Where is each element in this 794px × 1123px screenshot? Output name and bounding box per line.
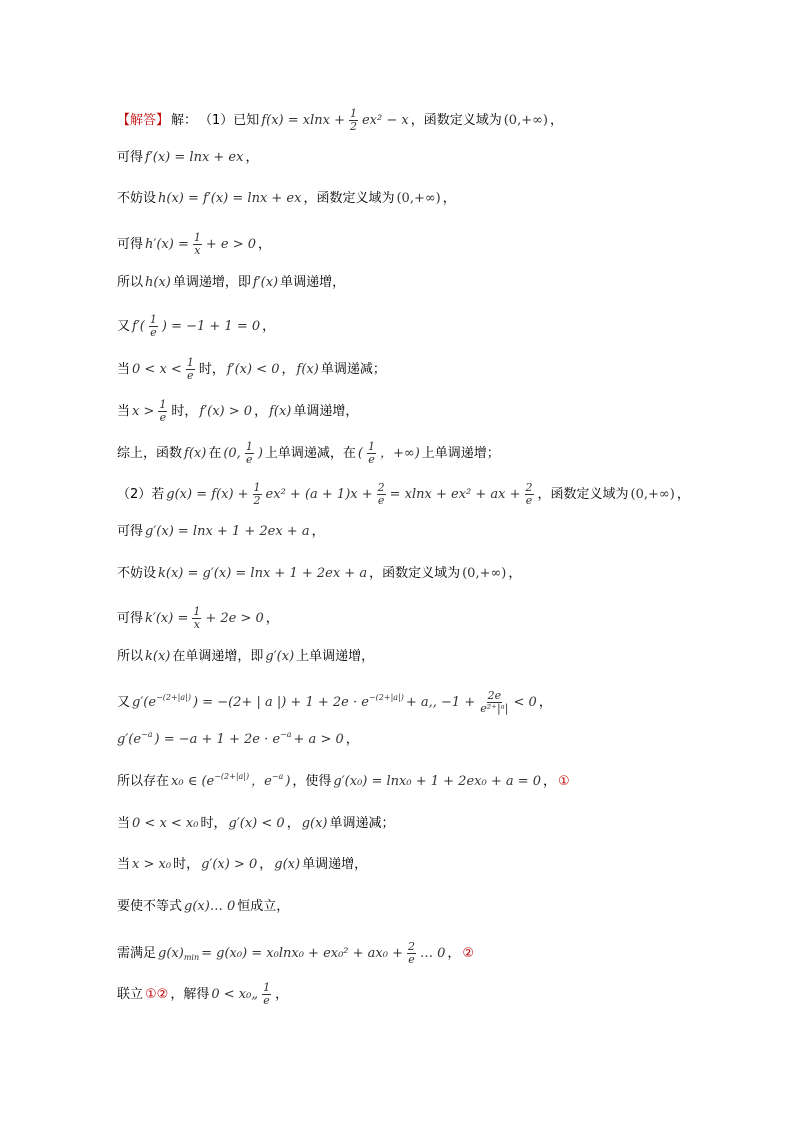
- math: f′(x): [252, 275, 279, 290]
- numerator: 1: [263, 981, 271, 994]
- text: 时，: [198, 361, 225, 377]
- math: ): [285, 774, 291, 789]
- denominator: e: [368, 453, 375, 466]
- text: 当: [117, 361, 131, 377]
- denominator: e: [263, 994, 270, 1007]
- math: h(x): [145, 275, 171, 290]
- line-15: [117, 690, 552, 715]
- math: [132, 692, 191, 711]
- math: (0,: [223, 445, 241, 461]
- math: [155, 732, 292, 748]
- denominator: e: [525, 494, 533, 507]
- circled-numbers: ①②: [145, 986, 169, 1002]
- fraction: [186, 357, 195, 382]
- numerator: 1: [245, 440, 253, 453]
- text: ，: [508, 566, 522, 581]
- math: ): [257, 445, 263, 461]
- math: h′(x) =: [145, 236, 189, 252]
- text: ，: [245, 150, 259, 165]
- math: f(x): [269, 403, 292, 419]
- numerator: 2e: [487, 689, 502, 702]
- text: 不妨设: [117, 191, 157, 206]
- line-21: [117, 941, 474, 966]
- line-19: [117, 857, 367, 873]
- text: ，函数定义域为: [369, 566, 461, 581]
- math: 0 < x₀„: [211, 986, 259, 1002]
- fraction: [479, 690, 509, 715]
- denominator: 2: [349, 120, 357, 133]
- math: [158, 946, 199, 962]
- numerator: 1: [193, 231, 201, 244]
- text: 时，: [173, 857, 200, 872]
- text: 上单调递增，: [296, 649, 375, 664]
- math: f′(x) < 0: [226, 361, 280, 377]
- math-base: g′(e: [117, 732, 142, 747]
- fraction: [158, 399, 167, 424]
- numerator: 1: [193, 605, 201, 618]
- text: ，: [286, 816, 300, 831]
- exponent: −(2+|a|): [156, 692, 191, 702]
- text: ，函数定义域为: [537, 486, 629, 502]
- text: ，使得: [292, 774, 332, 789]
- text: ，: [265, 610, 279, 626]
- text: 所以: [117, 649, 144, 664]
- text: ，: [345, 732, 359, 747]
- math: ex² − x: [361, 112, 409, 128]
- text: （2）若: [117, 486, 165, 502]
- fraction: [192, 606, 201, 631]
- math: k′(x) =: [145, 610, 189, 626]
- answer-label: 【解答】: [117, 112, 170, 128]
- text: ，: [447, 945, 461, 961]
- numerator: 1: [253, 481, 261, 494]
- circled-number-1: ①: [558, 774, 570, 789]
- math: … 0: [420, 945, 446, 961]
- text: 可得: [117, 150, 144, 165]
- text: ，: [676, 486, 690, 502]
- line-17: [117, 774, 570, 790]
- text: 单调递减；: [320, 361, 386, 377]
- text: 单调递增，: [293, 403, 359, 419]
- line-4: [117, 232, 271, 257]
- text: ，函数定义域为: [303, 191, 395, 206]
- text: ，: [259, 857, 273, 872]
- text: 又: [117, 318, 131, 334]
- math-base: ，e: [251, 774, 272, 789]
- line-16: [117, 732, 359, 748]
- denominator: e²⁺|ᵃ|: [480, 702, 509, 715]
- fraction: [245, 441, 254, 466]
- exponent: −(2+|a|): [368, 692, 404, 702]
- text: 上单调递增；: [421, 445, 500, 461]
- math: (: [357, 445, 363, 461]
- text: 单调递增，即: [172, 275, 251, 290]
- math: f′(x) > 0: [199, 403, 253, 419]
- math: 0 < x <: [132, 361, 182, 377]
- math: = g(x₀) = x₀lnx₀ + ex₀² + ax₀ +: [201, 945, 403, 961]
- line-22: [117, 982, 288, 1007]
- line-11: [117, 524, 325, 540]
- text: ，: [543, 774, 557, 789]
- math: (0,+∞): [630, 486, 675, 502]
- text: 可得: [117, 236, 144, 252]
- math: + 2e > 0: [205, 610, 264, 626]
- math: f′(: [132, 318, 145, 334]
- subscript: min: [183, 952, 200, 962]
- math: x >: [132, 403, 155, 419]
- text: 当: [117, 403, 131, 419]
- math: ex² + (a + 1)x +: [265, 486, 373, 502]
- math: x > x₀: [132, 857, 172, 872]
- text: 不妨设: [117, 566, 157, 581]
- text: 可得: [117, 610, 144, 626]
- text: ，: [538, 694, 552, 710]
- math: g(x)… 0: [184, 899, 236, 914]
- numerator: 1: [159, 398, 167, 411]
- math: + a,, −1 +: [405, 694, 476, 710]
- text: 时，: [200, 816, 227, 831]
- math: < 0: [513, 694, 537, 710]
- math: g(x) = f(x) +: [166, 486, 249, 502]
- line-12: [117, 566, 521, 582]
- denominator: e: [246, 453, 253, 466]
- numerator: 1: [367, 440, 375, 453]
- denominator: e: [150, 326, 157, 339]
- exponent: −a: [280, 730, 292, 739]
- line-8: [117, 399, 358, 424]
- line-6: [117, 314, 275, 339]
- text: 单调递减；: [329, 816, 395, 831]
- math-base: ) = −a + 1 + 2e · e: [154, 732, 281, 747]
- fraction: [149, 314, 158, 339]
- line-20: [117, 899, 289, 915]
- math: = xlnx + ex² + ax +: [389, 486, 521, 502]
- line-10: [117, 482, 690, 507]
- math: ，+∞): [379, 445, 420, 461]
- text: 所以: [117, 275, 144, 290]
- math-base: ) = −(2+ | a |) + 1 + 2e · e: [192, 694, 369, 710]
- text: ，: [262, 318, 276, 334]
- denominator: 2: [253, 494, 261, 507]
- fraction: [377, 482, 386, 507]
- text: ，: [311, 524, 325, 539]
- line-2: [117, 150, 258, 166]
- math: (0,+∞): [462, 566, 507, 581]
- numerator: 1: [349, 107, 357, 120]
- numerator: 2: [525, 481, 533, 494]
- text: 需满足: [117, 945, 157, 961]
- math: f(x): [296, 361, 319, 377]
- denominator: e: [408, 953, 415, 966]
- text: 要使不等式: [117, 899, 183, 914]
- math: f(x): [184, 445, 207, 461]
- denominator: x: [194, 244, 201, 257]
- math: k(x): [145, 649, 171, 664]
- math: g′(x) > 0: [201, 857, 258, 872]
- math-base: g′(e: [132, 694, 157, 710]
- math: + e > 0: [205, 236, 256, 252]
- line-18: [117, 816, 395, 832]
- denominator: e: [187, 369, 194, 382]
- math: ) = −1 + 1 = 0: [161, 318, 261, 334]
- text: ，: [550, 112, 564, 128]
- line-7: [117, 357, 386, 382]
- numerator: 2: [408, 940, 415, 953]
- line-1: [117, 108, 563, 133]
- answer-prefix: 解：: [171, 112, 198, 128]
- fraction: [262, 982, 271, 1007]
- text: ，: [254, 403, 268, 419]
- math: g′(x): [265, 649, 295, 664]
- text: ，: [258, 236, 272, 252]
- line-14: [117, 649, 374, 665]
- text: ，: [281, 361, 295, 377]
- text: 当: [117, 857, 131, 872]
- line-3: [117, 191, 456, 207]
- text: 综上，函数: [117, 445, 183, 461]
- math: g(x): [274, 857, 301, 872]
- math: g′(x₀) = lnx₀ + 1 + 2ex₀ + a = 0: [333, 774, 542, 789]
- text: ，解得: [170, 986, 210, 1002]
- denominator: e: [377, 494, 385, 507]
- text: 上单调递减，在: [264, 445, 356, 461]
- text: 单调递增，: [302, 857, 368, 872]
- fraction: [407, 941, 416, 966]
- text: 恒成立，: [237, 899, 290, 914]
- math-base: x₀ ∈ (e: [171, 774, 215, 789]
- denominator: x: [193, 618, 200, 631]
- denominator: e: [159, 411, 167, 424]
- math: [171, 774, 249, 790]
- fraction: [525, 482, 534, 507]
- text: 在单调递增，即: [172, 649, 264, 664]
- numerator: 1: [149, 313, 157, 326]
- line-5: [117, 275, 345, 291]
- numerator: 2: [377, 481, 385, 494]
- text: 当: [117, 816, 131, 831]
- math-base: g(x): [158, 945, 184, 961]
- exponent: −a: [271, 772, 284, 781]
- math: f′(x) = lnx + ex: [145, 150, 244, 165]
- numerator: 1: [186, 356, 194, 369]
- math: h(x) = f′(x) = lnx + ex: [158, 191, 302, 206]
- math: (0,+∞): [396, 191, 441, 206]
- text: 在: [208, 445, 222, 461]
- math: (0,+∞): [503, 112, 549, 128]
- fraction: [349, 108, 358, 133]
- math: [251, 774, 283, 790]
- math: + a > 0: [293, 732, 344, 747]
- math: g′(x) < 0: [228, 816, 285, 831]
- text: 又: [117, 694, 131, 710]
- fraction: [367, 441, 376, 466]
- text: ，函数定义域为: [410, 112, 502, 128]
- text: 所以存在: [117, 774, 170, 789]
- math: [192, 692, 404, 711]
- line-13: [117, 606, 279, 631]
- math: g(x): [301, 816, 328, 831]
- text: ，: [275, 986, 289, 1002]
- exponent: −(2+|a|): [214, 772, 250, 781]
- text: 单调递增，: [280, 275, 346, 290]
- text: 可得: [117, 524, 144, 539]
- fraction: [253, 482, 262, 507]
- text: ，: [442, 191, 456, 206]
- circled-number-2: ②: [462, 945, 475, 961]
- text: （1）已知: [199, 112, 260, 128]
- math: 0 < x < x₀: [132, 816, 199, 831]
- exponent: −a: [141, 730, 153, 739]
- math: g′(x) = lnx + 1 + 2ex + a: [145, 524, 310, 539]
- math: k(x) = g′(x) = lnx + 1 + 2ex + a: [158, 566, 368, 581]
- math: [117, 732, 153, 748]
- line-9: [117, 441, 500, 466]
- math: f(x) = xlnx +: [261, 112, 345, 128]
- fraction: [193, 232, 202, 257]
- text: 联立: [117, 986, 144, 1002]
- text: 时，: [171, 403, 198, 419]
